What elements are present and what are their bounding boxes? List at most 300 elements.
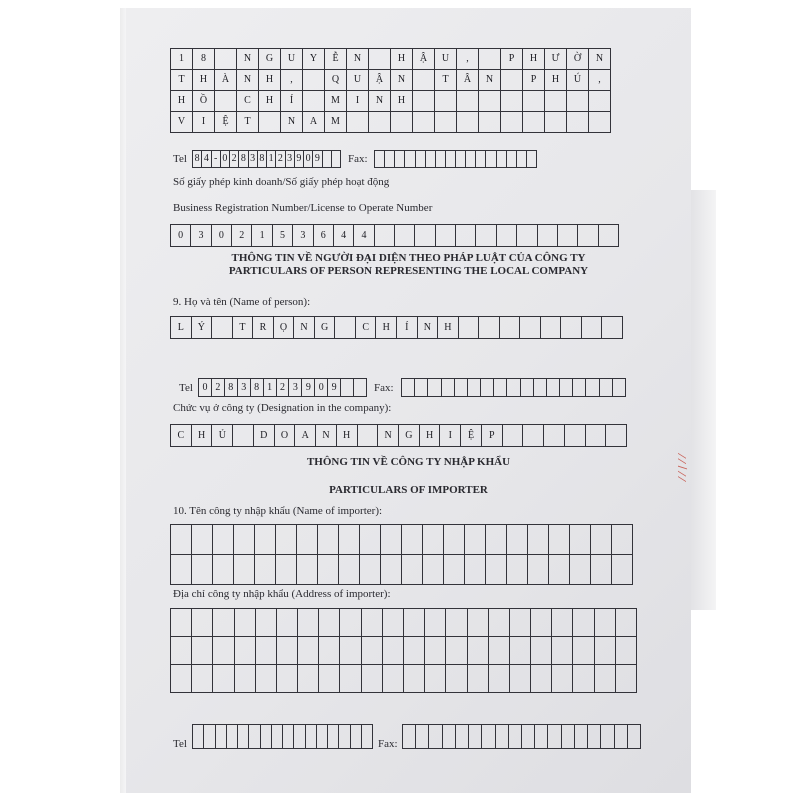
form-char-box[interactable] bbox=[507, 151, 517, 168]
form-char-box[interactable]: , bbox=[281, 70, 303, 91]
form-char-box[interactable] bbox=[549, 525, 570, 555]
form-char-box[interactable] bbox=[261, 725, 272, 749]
form-char-box[interactable] bbox=[425, 609, 446, 637]
form-char-box[interactable] bbox=[486, 151, 496, 168]
form-char-box[interactable]: A bbox=[295, 425, 316, 447]
form-char-box[interactable] bbox=[375, 225, 395, 247]
form-char-box[interactable] bbox=[531, 637, 552, 665]
form-char-box[interactable]: Ồ bbox=[193, 91, 215, 112]
form-char-box[interactable]: 1 bbox=[264, 379, 277, 397]
form-char-box[interactable] bbox=[612, 555, 633, 585]
form-char-box[interactable] bbox=[332, 151, 341, 168]
form-char-box[interactable] bbox=[570, 525, 591, 555]
form-char-box[interactable] bbox=[591, 525, 612, 555]
form-char-box[interactable]: 8 bbox=[258, 151, 267, 168]
form-char-box[interactable] bbox=[456, 151, 466, 168]
form-char-box[interactable] bbox=[494, 379, 507, 397]
form-char-box[interactable] bbox=[381, 555, 402, 585]
representative-fax-grid[interactable] bbox=[401, 378, 626, 397]
form-char-box[interactable] bbox=[235, 609, 256, 637]
form-char-box[interactable] bbox=[354, 379, 367, 397]
form-char-box[interactable] bbox=[545, 112, 567, 133]
form-char-box[interactable] bbox=[277, 637, 298, 665]
form-char-box[interactable]: 8 bbox=[251, 379, 264, 397]
form-char-box[interactable]: T bbox=[435, 70, 457, 91]
form-char-box[interactable] bbox=[436, 151, 446, 168]
form-char-box[interactable]: O bbox=[275, 425, 296, 447]
form-char-box[interactable] bbox=[426, 151, 436, 168]
form-char-box[interactable] bbox=[510, 637, 531, 665]
form-char-box[interactable]: H bbox=[192, 425, 213, 447]
form-char-box[interactable] bbox=[489, 665, 510, 693]
form-char-box[interactable] bbox=[340, 609, 361, 637]
form-char-box[interactable] bbox=[358, 425, 379, 447]
form-char-box[interactable]: H bbox=[438, 317, 459, 339]
form-char-box[interactable] bbox=[595, 665, 616, 693]
form-char-box[interactable]: M bbox=[325, 91, 347, 112]
form-char-box[interactable]: 0 bbox=[315, 379, 328, 397]
company-fax-grid[interactable] bbox=[374, 150, 537, 168]
form-char-box[interactable] bbox=[497, 225, 517, 247]
form-char-box[interactable] bbox=[531, 609, 552, 637]
form-char-box[interactable]: R bbox=[253, 317, 274, 339]
form-char-box[interactable] bbox=[319, 665, 340, 693]
form-char-box[interactable]: T bbox=[233, 317, 254, 339]
form-char-box[interactable] bbox=[171, 525, 192, 555]
form-char-box[interactable] bbox=[544, 425, 565, 447]
form-char-box[interactable] bbox=[507, 555, 528, 585]
form-char-box[interactable]: 8 bbox=[225, 379, 238, 397]
designation-grid[interactable] bbox=[170, 424, 627, 447]
form-char-box[interactable] bbox=[586, 379, 599, 397]
form-char-box[interactable] bbox=[415, 379, 428, 397]
form-char-box[interactable] bbox=[171, 665, 192, 693]
form-char-box[interactable]: Í bbox=[397, 317, 418, 339]
form-char-box[interactable] bbox=[545, 91, 567, 112]
form-char-box[interactable]: 1 bbox=[267, 151, 276, 168]
form-char-box[interactable] bbox=[548, 725, 561, 749]
form-char-box[interactable] bbox=[476, 225, 496, 247]
form-char-box[interactable]: Q bbox=[325, 70, 347, 91]
form-char-box[interactable]: H bbox=[420, 425, 441, 447]
form-char-box[interactable] bbox=[479, 112, 501, 133]
form-char-box[interactable] bbox=[171, 637, 192, 665]
form-char-box[interactable] bbox=[213, 665, 234, 693]
form-char-box[interactable]: P bbox=[523, 70, 545, 91]
form-char-box[interactable] bbox=[560, 379, 573, 397]
form-char-box[interactable] bbox=[216, 725, 227, 749]
form-char-box[interactable] bbox=[428, 379, 441, 397]
form-char-box[interactable] bbox=[276, 525, 297, 555]
form-char-box[interactable] bbox=[277, 609, 298, 637]
form-char-box[interactable]: N bbox=[237, 70, 259, 91]
form-char-box[interactable]: N bbox=[589, 49, 611, 70]
form-char-box[interactable]: N bbox=[237, 49, 259, 70]
form-char-box[interactable] bbox=[297, 555, 318, 585]
form-char-box[interactable] bbox=[602, 317, 623, 339]
form-char-box[interactable] bbox=[468, 379, 481, 397]
form-char-box[interactable] bbox=[501, 91, 523, 112]
form-char-box[interactable] bbox=[586, 425, 607, 447]
form-char-box[interactable]: Ệ bbox=[461, 425, 482, 447]
form-char-box[interactable]: 2 bbox=[277, 379, 290, 397]
form-char-box[interactable]: 4 bbox=[334, 225, 354, 247]
form-char-box[interactable] bbox=[213, 637, 234, 665]
form-char-box[interactable] bbox=[456, 725, 469, 749]
form-char-box[interactable] bbox=[193, 725, 204, 749]
form-char-box[interactable] bbox=[595, 637, 616, 665]
form-char-box[interactable]: , bbox=[457, 49, 479, 70]
form-char-box[interactable] bbox=[575, 725, 588, 749]
form-char-box[interactable] bbox=[465, 555, 486, 585]
form-char-box[interactable] bbox=[582, 317, 603, 339]
form-char-box[interactable]: Ậ bbox=[413, 49, 435, 70]
form-char-box[interactable]: N bbox=[316, 425, 337, 447]
form-char-box[interactable] bbox=[509, 725, 522, 749]
form-char-box[interactable] bbox=[256, 609, 277, 637]
form-char-box[interactable] bbox=[335, 317, 356, 339]
form-char-box[interactable] bbox=[192, 525, 213, 555]
form-char-box[interactable] bbox=[339, 555, 360, 585]
form-char-box[interactable]: 0 bbox=[221, 151, 230, 168]
form-char-box[interactable] bbox=[489, 609, 510, 637]
form-char-box[interactable]: 1 bbox=[171, 49, 193, 70]
form-char-box[interactable] bbox=[204, 725, 215, 749]
form-char-box[interactable]: P bbox=[501, 49, 523, 70]
form-char-box[interactable] bbox=[319, 637, 340, 665]
form-char-box[interactable]: - bbox=[212, 151, 221, 168]
form-char-box[interactable]: M bbox=[325, 112, 347, 133]
form-char-box[interactable] bbox=[298, 665, 319, 693]
form-char-box[interactable] bbox=[522, 725, 535, 749]
form-char-box[interactable]: H bbox=[391, 91, 413, 112]
form-char-box[interactable] bbox=[601, 725, 614, 749]
form-char-box[interactable] bbox=[600, 379, 613, 397]
form-char-box[interactable] bbox=[616, 637, 637, 665]
form-char-box[interactable] bbox=[589, 91, 611, 112]
form-char-box[interactable]: G bbox=[399, 425, 420, 447]
form-char-box[interactable]: 9 bbox=[313, 151, 322, 168]
form-char-box[interactable] bbox=[468, 665, 489, 693]
form-char-box[interactable]: I bbox=[347, 91, 369, 112]
form-char-box[interactable] bbox=[215, 91, 237, 112]
form-char-box[interactable] bbox=[402, 555, 423, 585]
form-char-box[interactable] bbox=[444, 555, 465, 585]
form-char-box[interactable]: C bbox=[171, 425, 192, 447]
form-char-box[interactable] bbox=[423, 555, 444, 585]
form-char-box[interactable] bbox=[235, 665, 256, 693]
form-char-box[interactable] bbox=[567, 112, 589, 133]
form-char-box[interactable]: N bbox=[369, 91, 391, 112]
form-char-box[interactable]: H bbox=[376, 317, 397, 339]
form-char-box[interactable] bbox=[479, 91, 501, 112]
form-char-box[interactable] bbox=[213, 555, 234, 585]
form-char-box[interactable] bbox=[255, 525, 276, 555]
form-char-box[interactable] bbox=[339, 725, 350, 749]
form-char-box[interactable]: À bbox=[215, 70, 237, 91]
form-char-box[interactable] bbox=[328, 725, 339, 749]
form-char-box[interactable] bbox=[340, 637, 361, 665]
form-char-box[interactable] bbox=[486, 525, 507, 555]
form-char-box[interactable] bbox=[402, 525, 423, 555]
form-char-box[interactable]: Í bbox=[281, 91, 303, 112]
form-char-box[interactable] bbox=[395, 225, 415, 247]
form-char-box[interactable] bbox=[375, 151, 385, 168]
form-char-box[interactable] bbox=[446, 637, 467, 665]
form-char-box[interactable] bbox=[283, 725, 294, 749]
form-char-box[interactable] bbox=[442, 379, 455, 397]
form-char-box[interactable] bbox=[362, 665, 383, 693]
form-char-box[interactable] bbox=[457, 91, 479, 112]
form-char-box[interactable] bbox=[192, 609, 213, 637]
form-char-box[interactable]: C bbox=[356, 317, 377, 339]
form-char-box[interactable]: P bbox=[482, 425, 503, 447]
form-char-box[interactable] bbox=[507, 525, 528, 555]
form-char-box[interactable] bbox=[446, 665, 467, 693]
form-char-box[interactable] bbox=[549, 555, 570, 585]
form-char-box[interactable]: 8 bbox=[193, 49, 215, 70]
form-char-box[interactable] bbox=[528, 555, 549, 585]
form-char-box[interactable]: 8 bbox=[193, 151, 202, 168]
form-char-box[interactable] bbox=[249, 725, 260, 749]
form-char-box[interactable] bbox=[612, 525, 633, 555]
form-char-box[interactable] bbox=[319, 609, 340, 637]
form-char-box[interactable] bbox=[562, 725, 575, 749]
form-char-box[interactable]: I bbox=[193, 112, 215, 133]
form-char-box[interactable] bbox=[527, 151, 537, 168]
form-char-box[interactable]: Ú bbox=[567, 70, 589, 91]
form-char-box[interactable] bbox=[552, 609, 573, 637]
importer-fax-grid[interactable] bbox=[402, 724, 641, 749]
form-char-box[interactable]: G bbox=[315, 317, 336, 339]
form-char-box[interactable] bbox=[520, 317, 541, 339]
form-char-box[interactable]: 1 bbox=[252, 225, 272, 247]
form-char-box[interactable] bbox=[403, 725, 416, 749]
form-char-box[interactable] bbox=[479, 317, 500, 339]
form-char-box[interactable] bbox=[395, 151, 405, 168]
form-char-box[interactable] bbox=[340, 665, 361, 693]
form-char-box[interactable]: N bbox=[347, 49, 369, 70]
form-char-box[interactable] bbox=[534, 379, 547, 397]
form-char-box[interactable]: H bbox=[337, 425, 358, 447]
form-char-box[interactable] bbox=[523, 91, 545, 112]
form-char-box[interactable] bbox=[588, 725, 601, 749]
form-char-box[interactable] bbox=[362, 637, 383, 665]
form-char-box[interactable]: 3 bbox=[191, 225, 211, 247]
form-char-box[interactable]: Ọ bbox=[274, 317, 295, 339]
form-char-box[interactable] bbox=[444, 525, 465, 555]
form-char-box[interactable]: H bbox=[523, 49, 545, 70]
form-char-box[interactable] bbox=[552, 665, 573, 693]
form-char-box[interactable] bbox=[259, 112, 281, 133]
form-char-box[interactable] bbox=[573, 665, 594, 693]
form-char-box[interactable] bbox=[446, 609, 467, 637]
form-char-box[interactable] bbox=[381, 525, 402, 555]
form-char-box[interactable] bbox=[615, 725, 628, 749]
form-char-box[interactable] bbox=[455, 379, 468, 397]
form-char-box[interactable]: T bbox=[171, 70, 193, 91]
form-char-box[interactable]: Ư bbox=[545, 49, 567, 70]
form-char-box[interactable]: G bbox=[259, 49, 281, 70]
form-char-box[interactable] bbox=[318, 555, 339, 585]
form-char-box[interactable]: Ễ bbox=[325, 49, 347, 70]
form-char-box[interactable]: H bbox=[259, 91, 281, 112]
form-char-box[interactable] bbox=[517, 151, 527, 168]
form-char-box[interactable] bbox=[318, 525, 339, 555]
person-name-grid[interactable] bbox=[170, 316, 623, 339]
form-char-box[interactable] bbox=[383, 609, 404, 637]
form-char-box[interactable] bbox=[561, 317, 582, 339]
form-char-box[interactable] bbox=[341, 379, 354, 397]
form-char-box[interactable] bbox=[541, 317, 562, 339]
form-char-box[interactable] bbox=[369, 49, 391, 70]
form-char-box[interactable] bbox=[446, 151, 456, 168]
form-char-box[interactable] bbox=[459, 317, 480, 339]
form-char-box[interactable] bbox=[298, 637, 319, 665]
form-char-box[interactable] bbox=[425, 637, 446, 665]
form-char-box[interactable] bbox=[297, 525, 318, 555]
form-char-box[interactable] bbox=[317, 725, 328, 749]
form-char-box[interactable] bbox=[616, 665, 637, 693]
form-char-box[interactable] bbox=[521, 379, 534, 397]
form-char-box[interactable] bbox=[613, 379, 626, 397]
form-char-box[interactable] bbox=[628, 725, 641, 749]
form-char-box[interactable]: N bbox=[479, 70, 501, 91]
form-char-box[interactable] bbox=[547, 379, 560, 397]
license-number-grid[interactable] bbox=[170, 224, 619, 247]
form-char-box[interactable]: 4 bbox=[202, 151, 211, 168]
form-char-box[interactable]: V bbox=[171, 112, 193, 133]
form-char-box[interactable] bbox=[435, 112, 457, 133]
form-char-box[interactable] bbox=[212, 317, 233, 339]
form-char-box[interactable] bbox=[347, 112, 369, 133]
form-char-box[interactable]: N bbox=[391, 70, 413, 91]
form-char-box[interactable] bbox=[497, 151, 507, 168]
form-char-box[interactable]: 3 bbox=[289, 379, 302, 397]
form-char-box[interactable] bbox=[538, 225, 558, 247]
form-char-box[interactable] bbox=[578, 225, 598, 247]
form-char-box[interactable] bbox=[443, 725, 456, 749]
form-char-box[interactable] bbox=[558, 225, 578, 247]
form-char-box[interactable] bbox=[227, 725, 238, 749]
form-char-box[interactable]: H bbox=[391, 49, 413, 70]
form-char-box[interactable] bbox=[391, 112, 413, 133]
form-char-box[interactable] bbox=[552, 637, 573, 665]
form-char-box[interactable]: Ờ bbox=[567, 49, 589, 70]
form-char-box[interactable]: 3 bbox=[249, 151, 258, 168]
form-char-box[interactable]: A bbox=[303, 112, 325, 133]
form-char-box[interactable] bbox=[256, 637, 277, 665]
form-char-box[interactable]: 2 bbox=[276, 151, 285, 168]
form-char-box[interactable] bbox=[272, 725, 283, 749]
form-char-box[interactable]: N bbox=[378, 425, 399, 447]
form-char-box[interactable] bbox=[256, 665, 277, 693]
form-char-box[interactable] bbox=[479, 49, 501, 70]
form-char-box[interactable]: 2 bbox=[230, 151, 239, 168]
form-char-box[interactable] bbox=[489, 637, 510, 665]
form-char-box[interactable] bbox=[535, 725, 548, 749]
form-char-box[interactable] bbox=[298, 609, 319, 637]
form-char-box[interactable] bbox=[404, 609, 425, 637]
form-char-box[interactable] bbox=[606, 425, 627, 447]
form-char-box[interactable] bbox=[402, 379, 415, 397]
form-char-box[interactable]: Ý bbox=[192, 317, 213, 339]
form-char-box[interactable] bbox=[531, 665, 552, 693]
form-char-box[interactable]: 8 bbox=[239, 151, 248, 168]
form-char-box[interactable] bbox=[423, 525, 444, 555]
form-char-box[interactable]: 2 bbox=[232, 225, 252, 247]
form-char-box[interactable] bbox=[591, 555, 612, 585]
form-char-box[interactable] bbox=[415, 225, 435, 247]
form-char-box[interactable] bbox=[567, 91, 589, 112]
importer-address-grid[interactable] bbox=[170, 608, 637, 693]
form-char-box[interactable] bbox=[234, 525, 255, 555]
form-char-box[interactable] bbox=[192, 637, 213, 665]
form-char-box[interactable]: 5 bbox=[273, 225, 293, 247]
form-char-box[interactable] bbox=[233, 425, 254, 447]
form-char-box[interactable] bbox=[215, 49, 237, 70]
form-char-box[interactable]: C bbox=[237, 91, 259, 112]
form-char-box[interactable] bbox=[404, 637, 425, 665]
form-char-box[interactable] bbox=[507, 379, 520, 397]
form-char-box[interactable]: 4 bbox=[354, 225, 374, 247]
form-char-box[interactable]: 3 bbox=[238, 379, 251, 397]
form-char-box[interactable] bbox=[413, 91, 435, 112]
form-char-box[interactable] bbox=[599, 225, 619, 247]
form-char-box[interactable] bbox=[351, 725, 362, 749]
form-char-box[interactable]: H bbox=[259, 70, 281, 91]
form-char-box[interactable] bbox=[573, 609, 594, 637]
form-char-box[interactable] bbox=[192, 555, 213, 585]
form-char-box[interactable]: H bbox=[193, 70, 215, 91]
form-char-box[interactable]: L bbox=[171, 317, 192, 339]
form-char-box[interactable]: 3 bbox=[293, 225, 313, 247]
form-char-box[interactable] bbox=[413, 70, 435, 91]
form-char-box[interactable] bbox=[465, 525, 486, 555]
form-char-box[interactable] bbox=[276, 555, 297, 585]
form-char-box[interactable] bbox=[501, 70, 523, 91]
form-char-box[interactable] bbox=[500, 317, 521, 339]
form-char-box[interactable]: 9 bbox=[302, 379, 315, 397]
form-char-box[interactable] bbox=[510, 609, 531, 637]
form-char-box[interactable] bbox=[510, 665, 531, 693]
form-char-box[interactable] bbox=[501, 112, 523, 133]
form-char-box[interactable] bbox=[303, 91, 325, 112]
form-char-box[interactable] bbox=[436, 225, 456, 247]
form-char-box[interactable] bbox=[469, 725, 482, 749]
form-char-box[interactable]: , bbox=[589, 70, 611, 91]
form-char-box[interactable] bbox=[404, 665, 425, 693]
form-char-box[interactable] bbox=[303, 70, 325, 91]
importer-name-grid[interactable] bbox=[170, 524, 633, 585]
form-char-box[interactable] bbox=[383, 665, 404, 693]
form-char-box[interactable] bbox=[171, 555, 192, 585]
form-char-box[interactable] bbox=[466, 151, 476, 168]
form-char-box[interactable] bbox=[416, 151, 426, 168]
form-char-box[interactable] bbox=[255, 555, 276, 585]
form-char-box[interactable] bbox=[235, 637, 256, 665]
form-char-box[interactable] bbox=[595, 609, 616, 637]
form-char-box[interactable] bbox=[383, 637, 404, 665]
form-char-box[interactable] bbox=[468, 637, 489, 665]
form-char-box[interactable] bbox=[369, 112, 391, 133]
form-char-box[interactable] bbox=[528, 525, 549, 555]
form-char-box[interactable]: 0 bbox=[304, 151, 313, 168]
importer-tel-grid[interactable] bbox=[192, 724, 373, 749]
form-char-box[interactable]: H bbox=[545, 70, 567, 91]
form-char-box[interactable] bbox=[385, 151, 395, 168]
form-char-box[interactable]: 3 bbox=[286, 151, 295, 168]
